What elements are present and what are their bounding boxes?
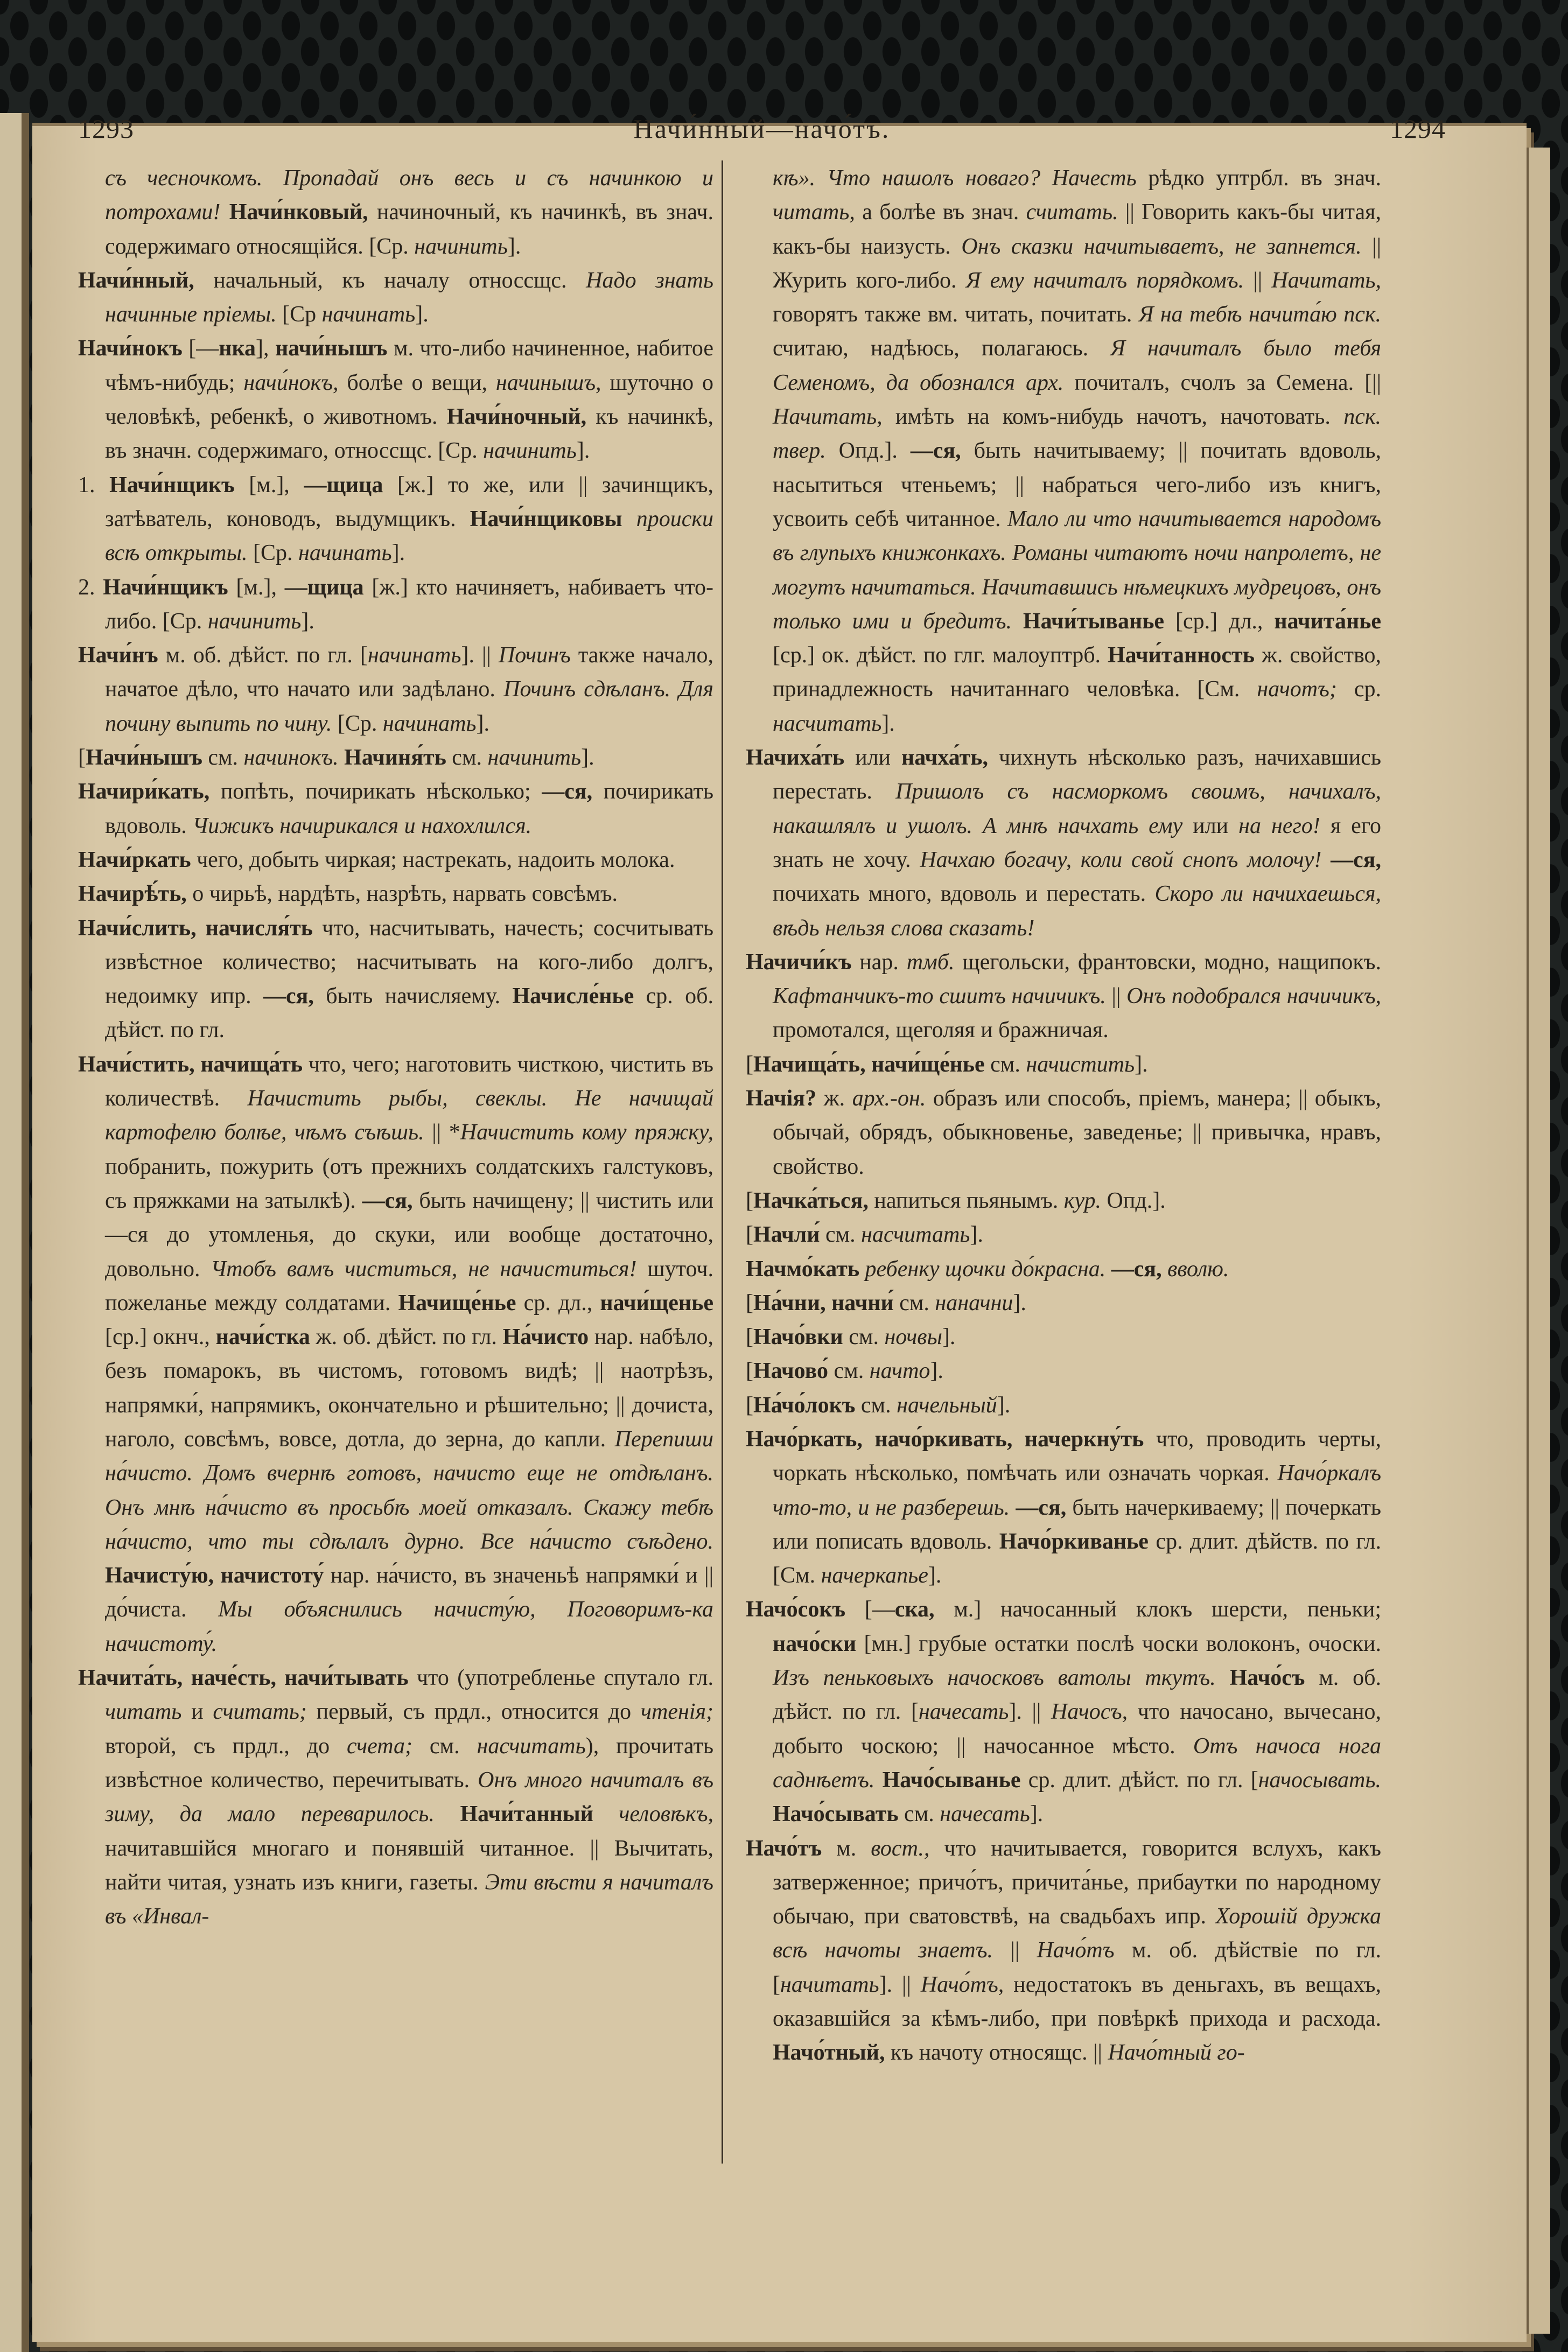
page-number-left: 1293 — [78, 114, 134, 144]
definition-text: начальный, къ началу относсщс. — [213, 268, 586, 293]
definition-text: ]. — [881, 711, 895, 736]
definition-text: 2. — [78, 575, 103, 600]
definition-text: ]. — [507, 234, 521, 259]
headword: На́чисто — [502, 1325, 594, 1350]
definition-text: второй, съ прдл., до — [105, 1733, 347, 1759]
definition-text: ж. — [823, 1086, 852, 1111]
italic-example: Начистить рыбы, свеклы. Не начищай картофелю болѣе, чѣмъ съѣшь. — [105, 1086, 713, 1145]
headword: Начища́ть, начи́ще́нье — [753, 1052, 991, 1077]
italic-example: счета; — [346, 1733, 430, 1759]
headword: начо́ркивать, начеркну́ть — [874, 1426, 1156, 1452]
definition-text: почирикать вдоволь. — [105, 779, 714, 838]
definition-text: считаю, надѣюсь, полагаюсь. — [773, 336, 1111, 361]
italic-example: Начо́ркалъ что-то, и не разберешь. — [773, 1461, 1381, 1520]
headword: Начово́ — [753, 1359, 834, 1384]
definition-text: быть начищену; || чистить или —ся до утомленья, до скуки, или вообще достаточно, довольно. — [105, 1188, 713, 1282]
headword: —щица — [304, 472, 397, 498]
headword: —ся, — [362, 1188, 419, 1213]
definition-text: что начосано, вычесано, добыто чоскою; || начосанное мѣсто. — [773, 1699, 1381, 1759]
definition-text: || — [1111, 984, 1127, 1009]
dictionary-entry — [78, 639, 713, 741]
italic-example: начинить — [207, 608, 302, 634]
italic-example: съ чесночкомъ. — [105, 166, 283, 191]
definition-text: ], — [256, 336, 276, 361]
definition-text: ср. дл., — [523, 1290, 600, 1315]
definition-text: м. об. дѣйст. по гл. [ — [773, 1665, 1381, 1725]
definition-text: см. — [825, 1222, 862, 1248]
italic-example: начинать — [382, 711, 477, 736]
dictionary-entry — [78, 877, 713, 911]
definition-text: побранить, пожурить (отъ прежнихъ солдатскихъ галстуковъ, съ пряжками на затылкѣ). — [105, 1154, 713, 1213]
definition-text: образъ или способъ, прiемъ, манера; || обыкъ, обычай, обрядъ, обыкновенье, заведенье; || привычка, нравъ, свойство. — [773, 1086, 1381, 1179]
headword: Начи́нъ — [78, 643, 166, 668]
definition-text: болѣе о вещи, — [347, 370, 496, 395]
dictionary-entry — [78, 468, 713, 571]
italic-example: Перепиши на́чисто. Домъ вчернѣ готовъ, начисто еще не отдѣланъ. Онъ мнѣ на́чисто въ просьбѣ моей отказалъ. Скажу тебѣ на́чисто, что ты сдѣлалъ дурно. Все на́чисто съѣдено. — [105, 1426, 713, 1554]
definition-text: ]. — [970, 1222, 983, 1248]
italic-example: арх.-он. — [852, 1086, 933, 1111]
italic-example: чтенiя; — [640, 1699, 713, 1725]
definition-text: быть начисляему. — [326, 984, 513, 1009]
italic-example: Хорошiй дружка всѣ начоты знаетъ. — [773, 1904, 1381, 1963]
dictionary-entry — [746, 1593, 1381, 1831]
definition-text: напиться пьянымъ. — [874, 1188, 1064, 1213]
definition-text: см. — [904, 1802, 940, 1827]
italic-example: пск. твер. — [773, 404, 1381, 464]
dictionary-entry — [746, 1320, 1381, 1354]
italic-example: Я на тебѣ начита́ю — [1138, 302, 1344, 327]
italic-example: арх. — [1025, 370, 1075, 395]
definition-text: ср. — [1354, 677, 1381, 702]
definition-text: [м.], — [236, 575, 285, 600]
headword: начи́щенье — [600, 1290, 713, 1315]
italic-example: Начо́тъ, — [920, 1972, 1014, 1997]
headword: —ся, — [1111, 1256, 1168, 1282]
headword: Начо́сыванье — [882, 1767, 1028, 1793]
italic-example: Скоро ли начихаешься, вѣдь нельзя слова сказать! — [773, 881, 1381, 941]
dictionary-entry — [78, 912, 713, 1048]
definition-text: [— — [864, 1597, 895, 1622]
headword: —ся, — [263, 984, 326, 1009]
definition-text: рѣдко уптрбл. въ знач. — [1148, 166, 1381, 191]
dictionary-entry — [78, 741, 713, 775]
definition-text: [Ср. — [253, 541, 299, 566]
right-column — [746, 162, 1381, 2070]
headword: —ся, — [1331, 847, 1382, 872]
dictionary-entry — [746, 1218, 1381, 1252]
headword: Начита́ть, — [78, 1665, 191, 1691]
definition-text: и — [191, 1699, 213, 1725]
italic-example: Начхаю богачу, коли свой снопъ молочу! — [920, 847, 1331, 872]
definition-text: ср. об. дѣйст. по гл. — [105, 984, 713, 1043]
italic-example: читать — [105, 1699, 192, 1725]
definition-text: || — [1010, 1938, 1037, 1963]
definition-text: [мн.] грубые остатки послѣ чоски волоконъ, очоски. — [864, 1631, 1381, 1656]
headword: наче́сть, начи́тывать — [191, 1665, 417, 1691]
definition-text: или — [855, 745, 902, 771]
headword: Начо́сывать — [773, 1802, 905, 1827]
headword: Начо́съ — [1229, 1665, 1319, 1691]
italic-example: Чтобъ вамъ чиститься, не начиститься! — [211, 1256, 648, 1282]
italic-example: Эти вѣсти я начиталъ въ «Инвал- — [105, 1870, 713, 1929]
headword: Начи́слить, — [78, 915, 206, 941]
definition-text: [ — [746, 1325, 753, 1350]
definition-text: къ начоту относящс. || — [890, 2040, 1108, 2066]
definition-text: ]. || — [461, 643, 499, 668]
definition-text: почихать много, вдоволь и перестать. — [773, 881, 1155, 907]
headword: Начмо́кать — [746, 1256, 865, 1282]
italic-example: начесать — [940, 1802, 1030, 1827]
headword: Начири́кать, — [78, 779, 221, 804]
headword: Начо́ркиванье — [999, 1529, 1156, 1554]
dictionary-entry — [746, 1184, 1381, 1218]
italic-example: Онъ много начиталъ въ зиму, да мало переварилось. — [105, 1767, 713, 1827]
dictionary-entry — [746, 741, 1381, 946]
dictionary-entry — [746, 1082, 1381, 1184]
italic-example: вост., — [871, 1836, 944, 1861]
headword: нка — [219, 336, 256, 361]
italic-example: ребенку щочки до́красна. — [865, 1256, 1111, 1282]
definition-text: м. что-либо начиненное, набитое чѣмъ-нибудь; — [105, 336, 713, 395]
definition-text: быть начеркиваему; || почеркать или пописать вдоволь. — [773, 1495, 1381, 1554]
headword: начи́нышъ — [275, 336, 394, 361]
definition-text: [ — [78, 745, 86, 771]
definition-text: м.] начосанный клокъ шерсти, пеньки; — [954, 1597, 1381, 1622]
dictionary-entry — [746, 1286, 1381, 1320]
headword: ска, — [894, 1597, 954, 1622]
definition-text: см. — [834, 1359, 870, 1384]
definition-text: ]. — [576, 438, 590, 464]
definition-text: чихнуть нѣсколько разъ, начихавшись перестать. — [773, 745, 1381, 804]
headword: начисля́ть — [205, 915, 323, 941]
definition-text: нар. набѣло, безъ помарокъ, въ чистомъ, готовомъ видѣ; || наотрѣзъ, напрямки́, напрямикъ, окончательно и рѣшительно; || дочиста, наголо, совсѣмъ, вовсе, дотла, до зерна, до капли. — [105, 1325, 714, 1452]
page-stack-edge — [1527, 148, 1550, 2334]
italic-example: начинать — [298, 541, 392, 566]
definition-text: имѣть на комъ-нибудь начотъ, начотовать. — [895, 404, 1344, 430]
dictionary-entry — [78, 775, 713, 843]
definition-text: см. — [899, 1290, 935, 1315]
definition-text: ]. — [928, 1563, 942, 1588]
definition-text: см. — [429, 1733, 477, 1759]
italic-example: Отъ начоса нога саднѣетъ. — [773, 1733, 1381, 1793]
headword: Начи́стить, — [78, 1052, 201, 1077]
definition-text: къ начинкѣ, въ значн. содержимаго, относсщс. [Ср. — [105, 404, 713, 464]
italic-example: кур. — [1063, 1188, 1107, 1213]
definition-text: или — [1193, 813, 1239, 838]
dictionary-entry — [78, 843, 713, 877]
definition-text: начиночный, къ начинкѣ, въ знач. содержимаго относящiйся. [Ср. — [105, 200, 713, 259]
dictionary-entry — [78, 332, 713, 468]
definition-text: [Ср — [282, 302, 322, 327]
italic-example: Начитать, — [773, 404, 895, 430]
definition-text: промотался, щеголяя и бражничая. — [773, 1018, 1109, 1043]
definition-text: ж. об. дѣйст. по гл. — [316, 1325, 503, 1350]
headword: На́чо́локъ — [753, 1392, 861, 1418]
definition-text: первый, съ прдл., относится до — [316, 1699, 641, 1725]
italic-example: начинить — [483, 438, 577, 464]
definition-text: ]. — [415, 302, 429, 327]
dictionary-entry — [746, 1832, 1381, 2070]
definition-text: [м.], — [249, 472, 304, 498]
headword: Начли́ — [753, 1222, 825, 1248]
headword: Начи́танный — [460, 1802, 619, 1827]
definition-text: попѣть, почирикать нѣсколько; — [220, 779, 542, 804]
italic-example: Онъ подобрался начичикъ, — [1126, 984, 1381, 1009]
definition-text: начитавшiйся многаго и понявшiй читанное. || Вычитать, найти читая, узнать изъ книги, газеты. — [105, 1836, 713, 1895]
definition-text: ), прочитать извѣстное количество, перечитывать. — [105, 1733, 713, 1793]
definition-text: ]. — [997, 1392, 1011, 1418]
italic-example: Пришолъ съ насморкомъ своимъ, начихалъ, накашлялъ и ушолъ. А мнѣ начхать ему — [773, 779, 1381, 838]
definition-text: ]. — [942, 1325, 956, 1350]
definition-text: [Ср. — [337, 711, 383, 736]
italic-example: начинышъ, — [495, 370, 610, 395]
left-column — [78, 162, 713, 1934]
headword: Начирѣ́ть, — [78, 881, 193, 907]
italic-example: Начитать, — [1271, 268, 1382, 293]
headword: Начо́тный, — [773, 2040, 891, 2066]
dictionary-entry — [78, 571, 713, 639]
headword: Начи́нный, — [78, 268, 214, 293]
page-number-right: 1294 — [1390, 114, 1446, 144]
headword: —ся, — [542, 779, 604, 804]
italic-example: насчитать — [861, 1222, 970, 1248]
definition-text: м. — [836, 1836, 871, 1861]
italic-example: начесать — [918, 1699, 1009, 1725]
definition-text: [ — [746, 1188, 753, 1213]
italic-example: начи́нокъ, — [243, 370, 347, 395]
definition-text: быть начитываему; || почитать вдоволь, насытиться чтеньемъ; || набраться чего-либо изъ книгъ, усвоить себѣ читанное. — [773, 438, 1381, 531]
dictionary-entry — [78, 264, 713, 332]
dictionary-entry — [746, 1389, 1381, 1423]
italic-example: тмб. — [906, 949, 963, 975]
italic-example: человѣкъ, — [619, 1802, 713, 1827]
italic-example: читать, — [773, 200, 863, 225]
italic-example: Начо́тный го- — [1108, 2040, 1245, 2066]
headword: Начи́ночный, — [446, 404, 596, 430]
headword: Начи́танность — [1108, 643, 1262, 668]
italic-example: насчитать — [773, 711, 882, 736]
italic-example: начинокъ. — [243, 745, 345, 771]
definition-text: [ — [746, 1222, 753, 1248]
definition-text: шуточ. пожеланье между солдатами. — [105, 1256, 713, 1315]
italic-example: считать. — [1026, 200, 1125, 225]
headword: Начище́нье — [398, 1290, 524, 1315]
definition-text: нар. на́чисто, въ значеньѣ напрямки́ и || до́чиста. — [105, 1563, 713, 1622]
headword: —ся, — [910, 438, 974, 464]
definition-text: || * — [432, 1120, 460, 1145]
italic-example: Починъ сдѣланъ. Для почину выпить по чину. — [105, 677, 714, 736]
dictionary-entry — [746, 946, 1381, 1048]
dictionary-entry — [746, 1048, 1381, 1082]
italic-example: начинить — [487, 745, 582, 771]
italic-example: ночвы — [884, 1325, 942, 1350]
headword: начха́ть, — [901, 745, 999, 771]
italic-example: начистить — [1026, 1052, 1135, 1077]
headword: Начо́сокъ — [746, 1597, 865, 1622]
italic-example: считать; — [213, 1699, 317, 1725]
dictionary-entry — [746, 1252, 1381, 1286]
definition-text: [ — [746, 1052, 753, 1077]
italic-example: кѣ». Что нашолъ новаго? Начесть — [773, 166, 1149, 191]
definition-text: ]. — [391, 541, 405, 566]
definition-text: см. — [860, 1392, 897, 1418]
italic-example: начельный — [897, 1392, 997, 1418]
definition-text: || — [1253, 268, 1272, 293]
italic-example: начотъ; — [1257, 677, 1354, 702]
definition-text: я его знать не хочу. — [773, 813, 1382, 872]
headword: Начи́нщиковы — [470, 506, 636, 531]
headword: Начисту́ю, начистоту́ — [105, 1563, 331, 1588]
definition-text: Опд.]. — [838, 438, 911, 464]
definition-text: а болѣе въ знач. — [862, 200, 1026, 225]
italic-example: Мало ли что начитывается народомъ въ глупыхъ книжонкахъ. Романы читаютъ ночи напролетъ, не могутъ начитаться. Начитавшись нѣмецкихъ мудрецовъ, онъ только ими и бредитъ. — [773, 506, 1381, 634]
italic-example: Пропадай онъ весь и съ начинкою и потрохами! — [105, 166, 713, 225]
italic-example: Онъ сказки начитываетъ, не запнется. — [961, 234, 1373, 259]
headword: —ся, — [1016, 1495, 1073, 1520]
italic-example: вволю. — [1167, 1256, 1229, 1282]
definition-text: [ср.] окнч., — [105, 1325, 216, 1350]
italic-example: Я начиталъ было тебя Семеномъ, да обознался — [773, 336, 1381, 395]
dictionary-entry — [78, 1661, 713, 1934]
definition-text: 1. — [78, 472, 110, 498]
definition-text: ]. — [476, 711, 490, 736]
headword: Начиня́ть — [344, 745, 452, 771]
headword: Начи́нковый, — [229, 200, 377, 225]
headword: начища́ть — [200, 1052, 309, 1077]
headword: Начичи́къ — [746, 949, 860, 975]
headword: Начи́ркать — [78, 847, 197, 872]
definition-text: чего, добыть чиркая; настрекать, надоить молока. — [197, 847, 675, 872]
definition-text: шуточно о человѣкѣ, ребенкѣ, о животномъ. — [105, 370, 713, 430]
italic-example: Изъ пеньковыхъ начосковъ ватолы ткутъ. — [773, 1665, 1230, 1691]
definition-text: [ — [746, 1290, 753, 1315]
headword: Начи́нокъ — [78, 336, 189, 361]
dictionary-entry — [746, 1423, 1381, 1593]
headword: Начи́нщикъ — [103, 575, 236, 600]
headword: начо́ски — [773, 1631, 864, 1656]
headword: Начка́ться, — [753, 1188, 874, 1213]
headword: —щица — [284, 575, 372, 600]
dictionary-entry — [746, 1354, 1381, 1388]
italic-example: Чижикъ начирикался и нахохлился. — [192, 813, 532, 838]
definition-text: см. — [849, 1325, 885, 1350]
definition-text: м. об. дѣйствiе по гл. [ — [773, 1938, 1382, 1997]
definition-text: что, проводить черты, чоркать нѣсколько, помѣчать или означать чоркая. — [773, 1426, 1381, 1486]
definition-text: [ср.] ок. дѣйст. по глг. малоуптрб. — [773, 643, 1108, 668]
headword: Начиха́ть — [746, 745, 856, 771]
italic-example: Я ему начиталъ порядкомъ. — [965, 268, 1254, 293]
definition-text: недостатокъ въ деньгахъ, въ вещахъ, оказавшiйся за кѣмъ-либо, при повѣркѣ прихода и расхода. — [773, 1972, 1381, 2032]
definition-text: что начитывается, говорится вслухъ, какъ затверженное; причо́тъ, причита́нье, прибаутки по народному обычаю, при сватовствѣ, на свадьбахъ ипр. — [773, 1836, 1381, 1929]
definition-text: см. — [990, 1052, 1026, 1077]
definition-text: ]. || — [1009, 1699, 1051, 1725]
headword: Начiя? — [746, 1086, 824, 1111]
definition-text: ]. — [581, 745, 594, 771]
headword: Начи́нщикъ — [109, 472, 249, 498]
italic-example: начинать — [321, 302, 416, 327]
definition-text: [— — [188, 336, 219, 361]
italic-example: Начистить кому пряжку, — [460, 1120, 713, 1145]
definition-text: что, насчитывать, начесть; сосчитывать извѣстное количество; насчитывать на кого-либо долгъ, недоимку ипр. — [105, 915, 713, 1009]
italic-example: пск. — [1343, 302, 1381, 327]
definition-text: [ср.] дл., — [1175, 608, 1275, 634]
headword: Начо́вки — [753, 1325, 849, 1350]
italic-example: Начосъ, — [1051, 1699, 1138, 1725]
definition-text: см. — [208, 745, 244, 771]
definition-text: см. — [452, 745, 488, 771]
entry-continuation — [746, 162, 1381, 741]
definition-text: ср. длит. дѣйст. по гл. [ — [1028, 1767, 1258, 1793]
column-divider — [722, 160, 723, 2164]
italic-example: происки всѣ открыты. — [105, 506, 713, 566]
definition-text: м. об. дѣйст. по гл. [ — [165, 643, 368, 668]
definition-text: [ж.] то же, или || зачинщикъ, затѣватель, коноводъ, выдумщикъ. — [105, 472, 714, 531]
headword: Начо́тъ — [746, 1836, 837, 1861]
definition-text: ]. — [1013, 1290, 1026, 1315]
definition-text: ]. — [1030, 1802, 1044, 1827]
definition-text: что, чего; наготовить чисткою, чистить въ количествѣ. — [105, 1052, 713, 1111]
definition-text: что (употребленье спутало гл. — [416, 1665, 713, 1691]
italic-example: Починъ — [498, 643, 578, 668]
definition-text: нар. — [859, 949, 907, 975]
definition-text: || Журить кого-либо. — [773, 234, 1382, 293]
definition-text: [ж.] кто начиняетъ, набиваетъ что-либо. [Ср. — [105, 575, 713, 634]
italic-example: начинать — [367, 643, 461, 668]
italic-example: Начо́тъ — [1037, 1938, 1132, 1963]
definition-text: щегольски, франтовски, модно, нащипокъ. — [962, 949, 1381, 975]
headword: начита́нье — [1274, 608, 1381, 634]
italic-example: Надо знать начинные прiемы. — [105, 268, 713, 327]
definition-text: почиталъ, счолъ за Семена. [|| — [1074, 370, 1381, 395]
definition-text: || Говорить какъ-бы читая, какъ-бы наизусть. — [773, 200, 1381, 259]
italic-example: наначни — [935, 1290, 1013, 1315]
definition-text: также начало, начатое дѣло, что начато или задѣлано. — [105, 643, 713, 702]
definition-text: ж. свойство, принадлежность начитаннаго человѣка. [См. — [773, 643, 1381, 702]
adjacent-page-edge — [0, 113, 29, 2352]
definition-text: ]. — [1135, 1052, 1148, 1077]
running-header — [78, 113, 1446, 151]
headword: Начо́ркать, — [746, 1426, 875, 1452]
definition-text: ]. — [301, 608, 314, 634]
definition-text: о чирьѣ, нардѣть, назрѣть, нарвать совсѣмъ. — [192, 881, 618, 907]
definition-text: [ — [746, 1359, 753, 1384]
italic-example: Мы объяснились начисту́ю, Поговоримъ-ка начистоту́. — [105, 1597, 713, 1656]
italic-example: на него! — [1238, 813, 1331, 838]
definition-text: ]. || — [879, 1972, 921, 1997]
definition-text: ]. — [930, 1359, 943, 1384]
italic-example: Кафтанчикъ-то сшитъ начичикъ. — [773, 984, 1112, 1009]
definition-text: [ — [746, 1392, 753, 1418]
definition-text: говорятъ также вм. читать, почитать. — [773, 302, 1139, 327]
italic-example: начитать — [780, 1972, 879, 1997]
italic-example: насчитать — [477, 1733, 586, 1759]
italic-example: начто — [869, 1359, 930, 1384]
entry-continuation — [78, 162, 713, 264]
italic-example: начосывать. — [1258, 1767, 1381, 1793]
headword: Начи́нышъ — [86, 745, 208, 771]
headword: На́чни, начни́ — [753, 1290, 900, 1315]
headword: начи́стка — [215, 1325, 316, 1350]
headword: Начи́тыванье — [1023, 608, 1176, 634]
definition-text: Опд.]. — [1107, 1188, 1166, 1213]
italic-example: начеркаnье — [821, 1563, 928, 1588]
running-title: Начи́нный—начо́тъ. — [633, 114, 891, 144]
dictionary-entry — [78, 1048, 713, 1661]
italic-example: начинить — [414, 234, 508, 259]
headword: Начисле́нье — [512, 984, 646, 1009]
definition-text: ср. длит. дѣйств. по гл. [См. — [773, 1529, 1381, 1588]
